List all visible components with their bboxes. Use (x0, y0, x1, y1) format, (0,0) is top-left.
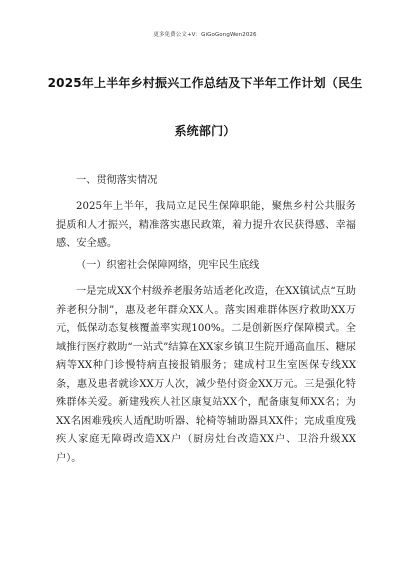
document-title-line-2: 系统部门） (174, 124, 236, 138)
paragraph-details: 一是完成XX个村级养老服务站适老化改造，在XX镇试点“互助养老积分制”，惠及老年群众XX人。落实困难群体医疗救助XX万元，低保动态复核覆盖率实现100%。二是创新医疗保障模式。全域推行医疗救助“一站式”结算在XX家乡镇卫生院开通高血压、糖尿病等XX种门诊慢特病直接报销服务；建成村卫生室医保专线XX条，惠及患者就诊XX万人次，减少垫付资金XX万元。三是强化特殊群体关爱。新建残疾人社区康复站XX个，配备康复师XX名；为XX名困难残疾人适配助听器、轮椅等辅助器具XX件；完成重度残疾人家庭无障碍改造XX户（厨房灶台改造XX户、卫浴升级XX户）。 (56, 286, 356, 464)
document-title-line-1: 2025年上半年乡村振兴工作总结及下半年工作计划（民生 (47, 76, 363, 90)
subsection-heading: （一）织密社会保障网络，兜牢民生底线 (76, 260, 260, 271)
section-heading: 一、贯彻落实情况 (76, 175, 158, 186)
paragraph-intro: 2025年上半年，我局立足民生保障职能，聚焦乡村公共服务提质和人才振兴，精准落实惠民政策，着力提升农民获得感、幸福感、安全感。 (56, 201, 356, 249)
header-note: 更多免费公文+V：GiGoGongWen2026 (153, 32, 257, 38)
